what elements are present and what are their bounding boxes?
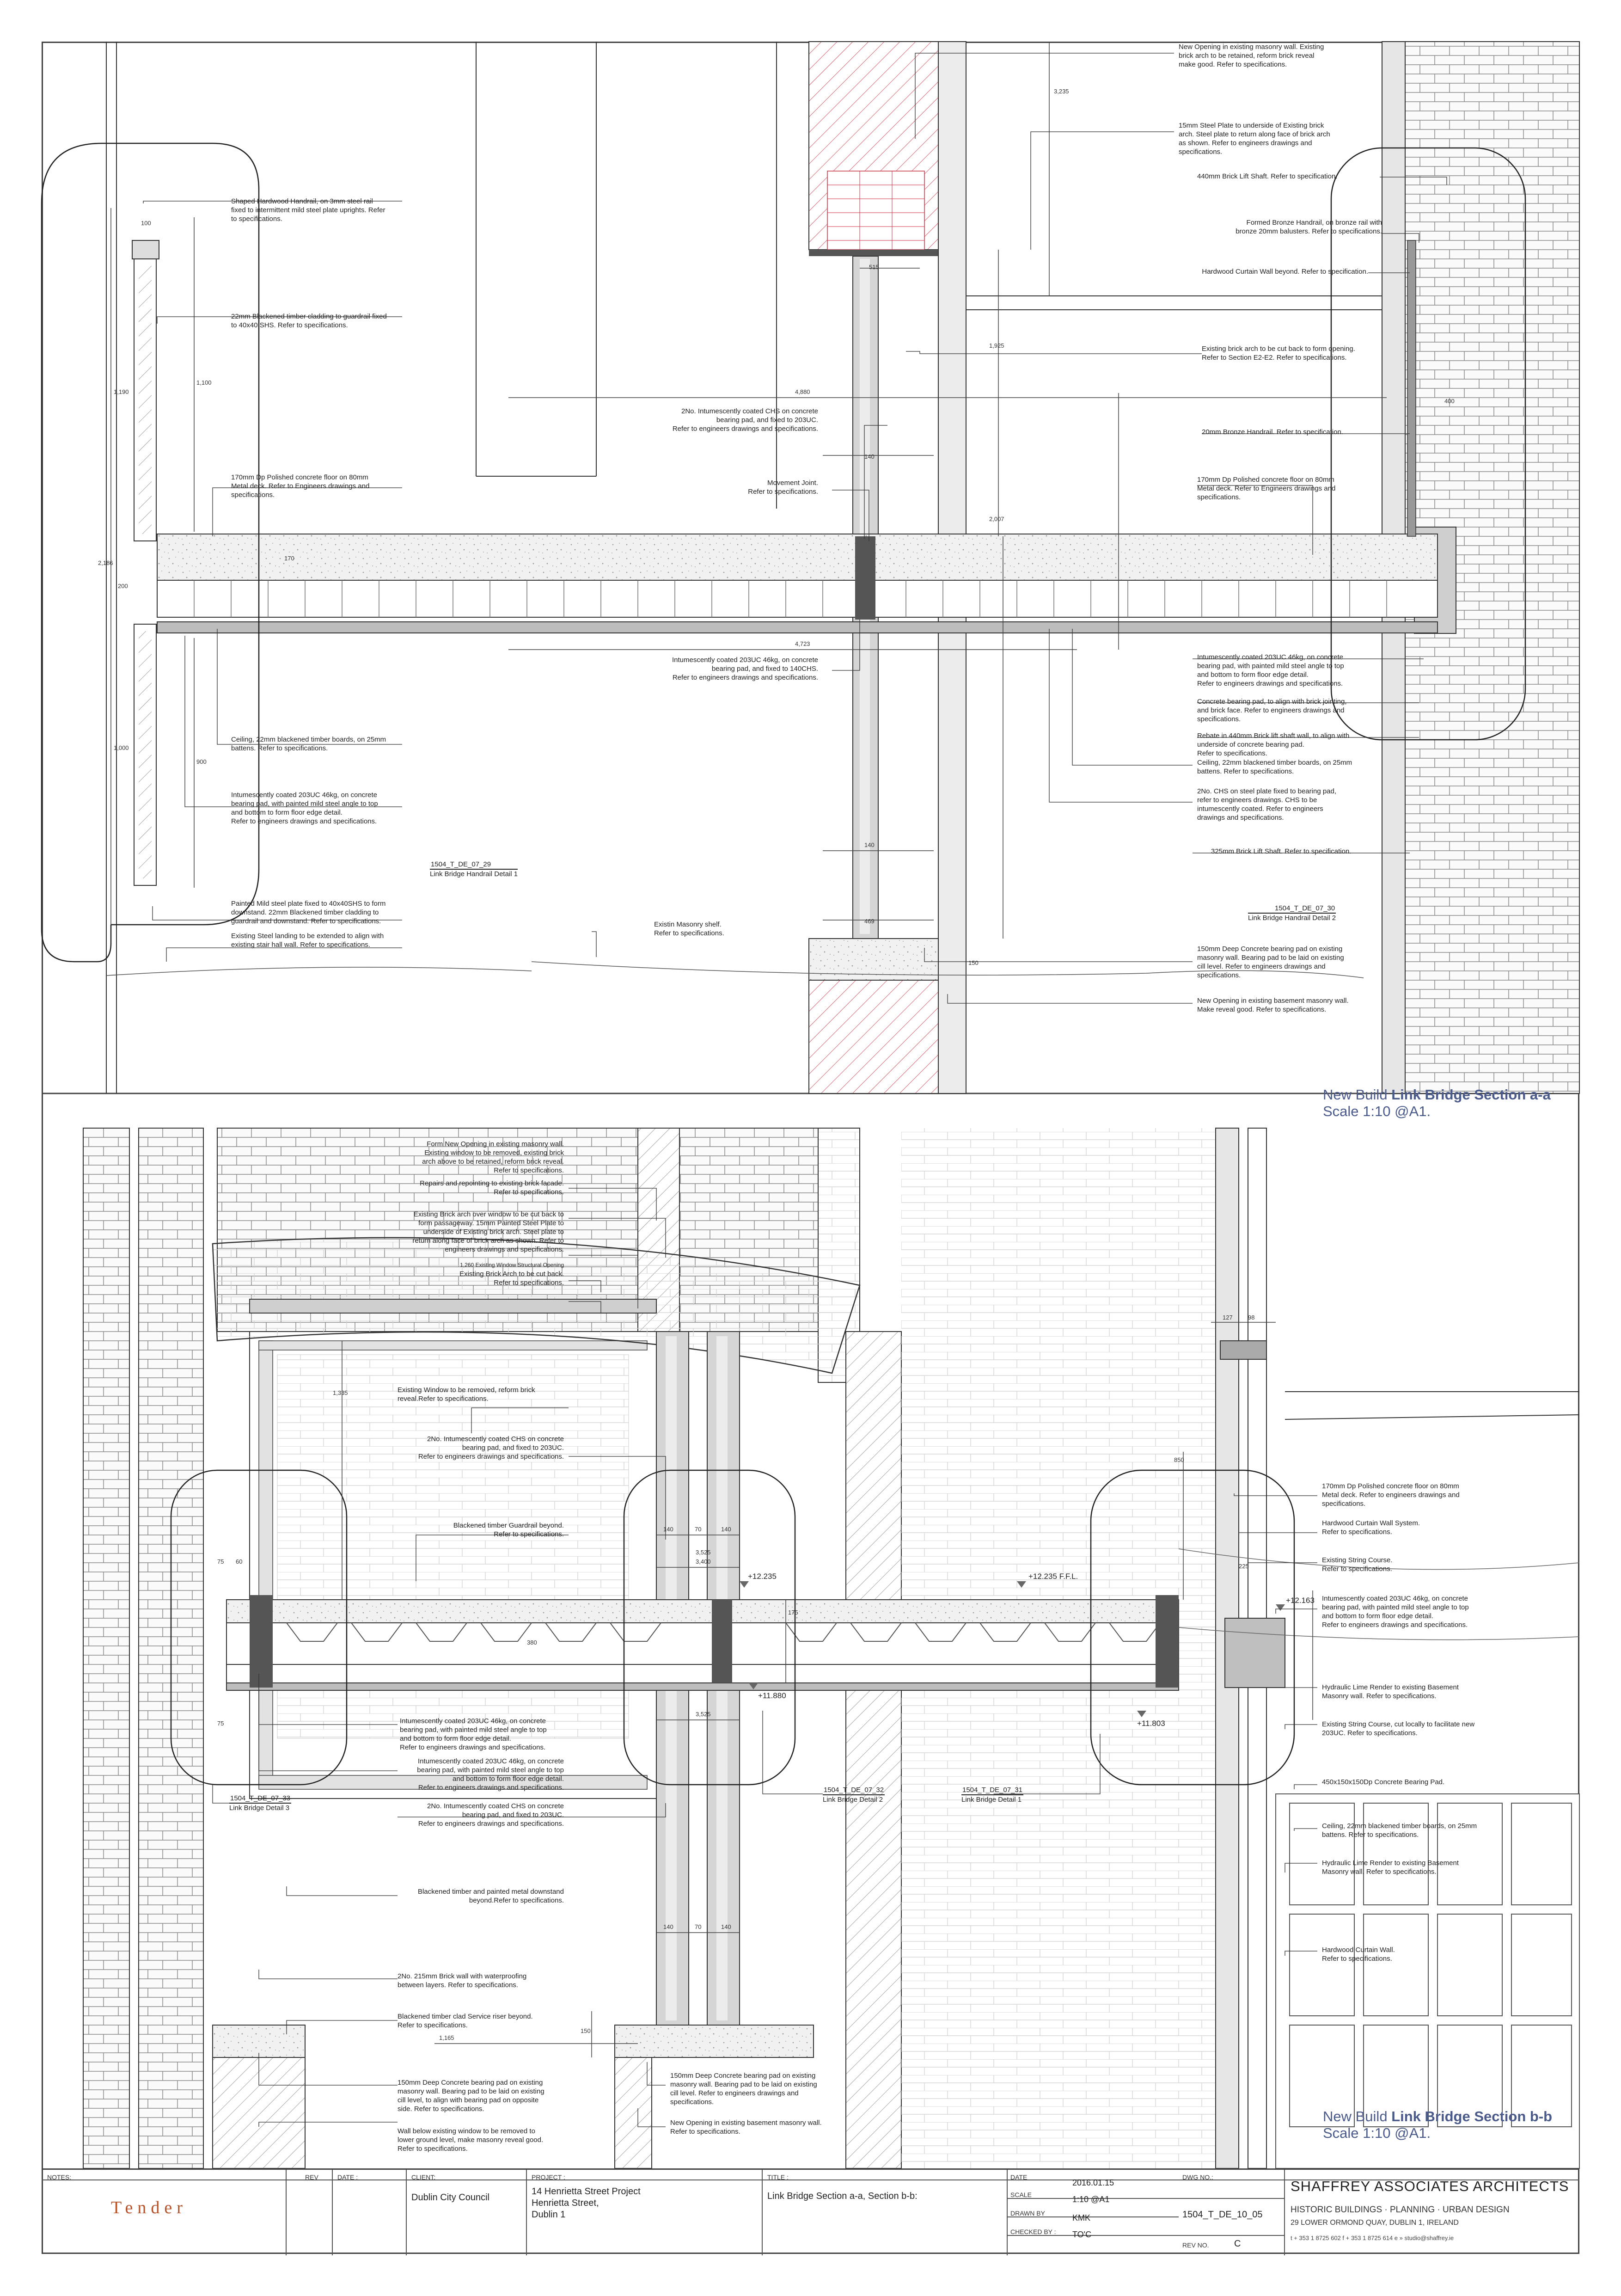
tb-firm-contact: t + 353 1 8725 602 f + 353 1 8725 614 e » studio@shaffrey.ie: [1291, 2235, 1454, 2241]
note-service-riser: Blackened timber clad Service riser beyond. Refer to specifications.: [398, 2013, 533, 2029]
detail-ref-32-code: 1504_T_DE_07_32: [823, 1786, 885, 1795]
level-11803: +11.803: [1137, 1719, 1165, 1728]
tb-title-cell: [763, 2170, 1008, 2255]
detail-ref-29[interactable]: [430, 860, 518, 878]
note-bearing-pad-b-left: 150mm Deep Concrete bearing pad on existing masonry wall. Bearing pad to be laid on existing cill level, to align with bearing pad on opposite side. Refer to specifications.: [398, 2079, 544, 2113]
dim-b-10: 140: [721, 1923, 731, 1930]
level-11880: +11.880: [758, 1691, 786, 1700]
dim-a-3: 140: [864, 453, 875, 460]
tb-firm: SHAFFREY ASSOCIATES ARCHITECTS: [1291, 2178, 1569, 2194]
dim-b-3: 70: [695, 1526, 702, 1533]
note-basement-opening-b: New Opening in existing basement masonry wall. Refer to specifications.: [670, 2119, 822, 2136]
note-steel-plate: 15mm Steel Plate to underside of Existing brick arch. Steel plate to return along face of brick arch as shown. Refer to engineers drawings and specifications.: [1179, 122, 1330, 156]
tb-drawn-by: KMK: [1072, 2213, 1091, 2222]
note-timber-cladding: 22mm Blackened timber cladding to guardrail fixed to 40x40 SHS. Refer to specifications.: [231, 313, 387, 329]
bridge-beam-zone: [157, 580, 1437, 617]
dim-b-16: 75: [217, 1558, 224, 1565]
note-203uc-b-right: Intumescently coated 203UC 46kg, on concrete bearing pad, with painted mild steel angle to top and bottom to form floor edge detail. Refer to engineers drawings and specifications.: [1322, 1595, 1469, 1629]
dim-b-11: 150: [581, 2027, 591, 2034]
note-wall-below-window: Wall below existing window to be removed to lower ground level, make masonry reveal good. Refer to specifications.: [398, 2127, 544, 2153]
dim-b-8: 140: [663, 1923, 673, 1930]
leaders-a: [143, 53, 1447, 1003]
dim-a-19: 170: [284, 555, 294, 562]
note-203uc-a-left: Intumescently coated 203UC 46kg, on concrete bearing pad, with painted mild steel angle to top and bottom to form floor edge detail. Refer to engineers drawings and specifications.: [231, 791, 378, 825]
tb-dwg-no: 1504_T_DE_10_05: [1182, 2210, 1263, 2220]
note-ceiling-a-right: Ceiling, 22mm blackened timber boards, on 25mm battens. Refer to specifications.: [1197, 759, 1352, 775]
section-a-scale: Scale 1:10 @A1.: [1323, 1103, 1431, 1119]
tb-project-cell: [527, 2170, 763, 2255]
note-string-course: Existing String Course. Refer to specifications.: [1322, 1556, 1393, 1573]
note-brick-lift-shaft-325: 325mm Brick Lift Shaft. Refer to specification.: [1211, 847, 1352, 855]
note-new-opening: New Opening in existing masonry wall. Existing brick arch to be retained, reform brick reveal make good. Refer to specifications.: [1179, 43, 1324, 68]
dim-b-6: 3,400: [696, 1558, 711, 1565]
tb-dwg-cell: [1179, 2170, 1285, 2255]
tb-title-label: TITLE :: [767, 2173, 789, 2181]
dim-b-18: 175: [788, 1609, 798, 1616]
note-ceiling-a-left: Ceiling, 22mm blackened timber boards, on 25mm battens. Refer to specifications.: [231, 736, 386, 752]
masonry-wall-hatched: [846, 1332, 901, 2168]
note-20mm-handrail: 20mm Bronze Handrail. Refer to specification.: [1202, 428, 1343, 436]
tb-rev-cell: [287, 2170, 333, 2255]
tb-checked-by: TO'C: [1072, 2230, 1092, 2239]
tb-project-label: PROJECT :: [532, 2173, 565, 2181]
note-concrete-bearing-pad: 450x150x150Dp Concrete Bearing Pad.: [1322, 1778, 1445, 1786]
note-203uc-a-right: Intumescently coated 203UC 46kg, on concrete bearing pad, with painted mild steel angle to top and bottom to form floor edge detail. Refer to engineers drawings and specifications.: [1197, 653, 1344, 688]
note-bronze-handrail: Formed Bronze Handrail, on bronze rail with bronze 20mm balusters. Refer to specifications.: [1236, 219, 1382, 235]
section-b-title-bold: Link Bridge Section b-b: [1391, 2108, 1553, 2124]
pier-brick-panel: [827, 171, 924, 250]
string-course: [1220, 1341, 1266, 1359]
bridge-ceiling: [157, 622, 1437, 633]
level-12163: +12.163: [1286, 1596, 1315, 1605]
dim-b-20: 75: [217, 1720, 224, 1727]
tb-date-label: DATE :: [337, 2173, 358, 2181]
detail-ref-29-code: 1504_T_DE_07_29: [430, 860, 518, 870]
note-2no-chs-b-upper: 2No. Intumescently coated CHS on concrete bearing pad, and fixed to 203UC. Refer to engineers drawings and specifications.: [418, 1435, 564, 1461]
dim-b-5: 3,525: [696, 1549, 711, 1556]
dim-b-2: 140: [663, 1526, 673, 1533]
dim-a-15: 515: [869, 264, 879, 270]
level-12235-ffl: +12.235 F.F.L.: [1028, 1572, 1078, 1581]
note-chs-a: 2No. CHS on steel plate fixed to bearing pad, refer to engineers drawings. CHS to be intumescently coated. Refer to engineers drawings and specifications.: [1197, 787, 1337, 822]
section-b-scale: Scale 1:10 @A1.: [1323, 2125, 1431, 2141]
steel-edge-left: [250, 1595, 273, 1688]
note-floor-a-right: 170mm Dp Polished concrete floor on 80mm Metal deck. Refer to Engineers drawings and specifications.: [1197, 476, 1336, 501]
note-2no-chs-a: 2No. Intumescently coated CHS on concrete bearing pad, and fixed to 203UC. Refer to engineers drawings and specifications.: [672, 407, 818, 433]
note-bearing-pad-b-centre: 150mm Deep Concrete bearing pad on existing masonry wall. Bearing pad to be laid on existing cill level. Refer to engineers drawings and specifications.: [670, 2072, 817, 2106]
tb-date: 2016.01.15: [1072, 2178, 1114, 2187]
dim-a-16: 100: [141, 220, 151, 227]
movement-joint-steel: [855, 536, 875, 620]
tb-date-k: DATE: [1010, 2173, 1028, 2181]
dim-a-6: 140: [864, 841, 875, 848]
dim-b-15: 225: [1239, 1563, 1249, 1570]
note-curtain-wall-beyond: Hardwood Curtain Wall beyond. Refer to specification.: [1202, 268, 1368, 276]
note-203uc-a-centre: Intumescently coated 203UC 46kg, on concrete bearing pad, and fixed to 140CHS. Refer to engineers drawings and specifications.: [672, 656, 818, 681]
note-steel-landing: Existing Steel landing to be extended to align with existing stair hall wall. Refer to specifications.: [231, 932, 384, 949]
ceiling-b: [226, 1683, 1179, 1690]
tb-project-line2: Henrietta Street,: [532, 2198, 599, 2208]
dim-a-5: 4,723: [795, 640, 810, 647]
dim-b-19: 380: [527, 1639, 537, 1646]
tb-revno-k: REV NO.: [1182, 2241, 1209, 2249]
tb-scale-k: SCALE: [1010, 2191, 1032, 2198]
note-movement-joint: Movement Joint. Refer to specifications.: [748, 479, 818, 496]
note-window-removed: Existing Window to be removed, reform brick reveal.Refer to specifications.: [398, 1386, 535, 1403]
steel-joint-b: [712, 1600, 732, 1683]
dim-b-14: 98: [1248, 1314, 1255, 1321]
note-hardwood-handrail: Shaped Hardwood Handrail, on 3mm steel rail fixed to intermittent mild steel plate uprights. Refer to specifications.: [231, 197, 385, 223]
bearing-pad-b-left: [213, 2025, 305, 2057]
dim-a-12: 1,000: [114, 744, 129, 751]
detail-ref-30-code: 1504_T_DE_07_30: [1248, 904, 1336, 914]
dim-a-8: 150: [968, 959, 979, 966]
detail-ref-31[interactable]: [961, 1786, 1023, 1804]
level-12235-a: +12.235: [748, 1572, 777, 1581]
section-b-title-prefix: New Build: [1323, 2108, 1392, 2124]
note-curtain-wall: Hardwood Curtain Wall. Refer to specifications.: [1322, 1946, 1395, 1963]
note-brick-lift-shaft-440: 440mm Brick Lift Shaft. Refer to specification.: [1197, 172, 1338, 180]
note-2no-chs-b-lower: 2No. Intumescently coated CHS on concrete bearing pad, and fixed to 203UC. Refer to engineers drawings and specifications.: [418, 1802, 564, 1828]
note-lime-render-2: Hydraulic Lime Render to existing Basement Masonry wall. Refer to specifications.: [1322, 1859, 1459, 1876]
dim-a-1: 3,235: [1054, 88, 1069, 95]
note-floor-a-left: 170mm Dp Polished concrete floor on 80mm Metal deck. Refer to Engineers drawings and specifications.: [231, 473, 370, 499]
dim-a-13: 900: [196, 758, 207, 765]
bronze-handrail: [1407, 240, 1416, 536]
section-a-title-prefix: New Build: [1323, 1087, 1392, 1103]
dim-b-1: 1,335: [333, 1389, 348, 1396]
dim-a-14: 2,186: [98, 559, 113, 566]
note-downstand-beyond: Blackened timber and painted metal downstand beyond.Refer to specifications.: [417, 1888, 564, 1904]
tb-notes-label: NOTES:: [47, 2173, 72, 2181]
tb-firm-address: 29 LOWER ORMOND QUAY, DUBLIN 1, IRELAND: [1291, 2219, 1459, 2227]
detail-ref-31-name: Link Bridge Detail 1: [961, 1796, 1022, 1804]
tb-project-line1: 14 Henrietta Street Project: [532, 2186, 641, 2197]
dim-b-9: 70: [695, 1923, 702, 1930]
tb-project-line3: Dublin 1: [532, 2210, 566, 2220]
detail-ref-31-code: 1504_T_DE_07_31: [961, 1786, 1023, 1795]
tb-firm-services: HISTORIC BUILDINGS · PLANNING · URBAN DESIGN: [1291, 2205, 1510, 2215]
note-203uc-b-1: Intumescently coated 203UC 46kg, on concrete bearing pad, with painted mild steel angle to top and bottom to form floor edge detail. Refer to engineers drawings and specifications.: [400, 1717, 547, 1751]
dim-a-10: 1,190: [114, 388, 129, 395]
dim-a-7: 469: [864, 918, 875, 925]
dim-b-13: 127: [1223, 1314, 1233, 1321]
bridge-slab-b: [226, 1600, 1179, 1623]
dim-b-4: 140: [721, 1526, 731, 1533]
section-b-title: [1323, 2108, 1552, 2142]
tb-scale: 1:10 @A1: [1072, 2195, 1110, 2204]
tb-title: Link Bridge Section a-a, Section b-b:: [767, 2191, 918, 2201]
note-guardrail-beyond: Blackened timber Guardrail beyond. Refer to specifications.: [453, 1522, 564, 1538]
tb-drawn-k: DRAWN BY: [1010, 2210, 1045, 2217]
note-form-new-opening: Form New Opening in existing masonry wall. Existing window to be removed, existing brick arch above to be retained, reform brick reveal. Refer to specifications.: [422, 1140, 564, 1174]
note-arch-cut-back: Existing Brick Arch to be cut back. Refer to specifications.: [459, 1270, 564, 1287]
note-repairs-repointing: Repairs and repointing to existing brick facade. Refer to specifications.: [420, 1179, 564, 1196]
detail-bubble-29: [42, 143, 111, 962]
tb-status: Tender: [111, 2198, 187, 2217]
tb-dwg-k: DWG NO.:: [1182, 2173, 1213, 2181]
note-curtain-wall-system: Hardwood Curtain Wall System. Refer to specifications.: [1322, 1519, 1420, 1536]
note-bearing-pad-a: 150mm Deep Concrete bearing pad on existing masonry wall. Bearing pad to be laid on existing cill level. Refer to engineers drawings and specifications.: [1197, 945, 1344, 979]
tb-client: Dublin City Council: [411, 2192, 489, 2203]
note-string-course-cut: Existing String Course, cut locally to facilitate new 203UC. Refer to specifications.: [1322, 1720, 1475, 1737]
dim-a-17: 400: [1444, 398, 1455, 405]
detail-ref-29-name: Link Bridge Handrail Detail 1: [430, 870, 518, 878]
note-masonry-shelf: Existin Masonry shelf. Refer to specifications.: [654, 921, 724, 937]
note-lime-render-1: Hydraulic Lime Render to existing Basement Masonry wall. Refer to specifications.: [1322, 1683, 1459, 1700]
note-203uc-b-2: Intumescently coated 203UC 46kg, on concrete bearing pad, with painted mild steel angle to top and bottom to form floor edge detail. Refer to engineers drawings and specifications.: [417, 1757, 564, 1792]
dim-b-17: 60: [236, 1558, 243, 1565]
bearing-pad-b-right: [1225, 1618, 1285, 1688]
tb-rev-no: C: [1234, 2239, 1241, 2249]
dim-b-21: 850: [1174, 1456, 1184, 1463]
note-brick-arch-cut-b: Existing Brick arch over window to be cut back to form passageway. 15mm Painted Steel Plate to underside of Existing brick arch. Steel plate to return along face of brick arch as shown. Refer to engineers drawings and specifications.: [412, 1210, 564, 1253]
brick-wall-left-outer: [83, 1128, 129, 2168]
tb-checked-k: CHECKED BY :: [1010, 2228, 1056, 2235]
steel-edge-right: [1156, 1595, 1179, 1688]
tb-firm-cell: [1285, 2170, 1579, 2255]
section-a-title-bold: Link Bridge Section a-a: [1391, 1087, 1551, 1103]
note-window-structural-opening: 1,260 Existing Window Structural Opening: [460, 1262, 564, 1268]
hardwood-handrail: [132, 240, 159, 259]
detail-ref-33[interactable]: [229, 1794, 291, 1812]
note-downstand: Painted Mild steel plate fixed to 40x40SHS to form downstand. 22mm Blackened timber cladding to guardrail and downstand. Refer to specifications.: [231, 900, 386, 925]
tb-client-cell: [407, 2170, 527, 2255]
dim-b-7: 3,525: [696, 1711, 711, 1718]
note-215mm-brick-wall: 2No. 215mm Brick wall with waterproofing between layers. Refer to specifications.: [398, 1972, 527, 1989]
title-block: [42, 2168, 1579, 2254]
dim-a-18: 200: [118, 583, 128, 589]
tb-date-cell: [333, 2170, 407, 2255]
detail-ref-32-name: Link Bridge Detail 2: [823, 1796, 883, 1804]
dim-a-9: 1,925: [989, 342, 1004, 349]
tb-notes-cell: [42, 2170, 287, 2255]
dim-a-11: 1,100: [196, 379, 212, 386]
note-basement-opening-a: New Opening in existing basement masonry wall. Make reveal good. Refer to specifications.: [1197, 997, 1349, 1013]
dim-a-2: 4,880: [795, 388, 810, 395]
detail-ref-30-name: Link Bridge Handrail Detail 2: [1248, 914, 1336, 922]
bearing-pad-b: [615, 2025, 814, 2057]
note-bearing-pad-jointing: Concrete bearing pad, to align with brick jointing, and brick face. Refer to engineers drawings and specifications.: [1197, 698, 1347, 723]
detail-ref-32[interactable]: [823, 1786, 885, 1804]
note-ceiling-b: Ceiling, 22mm blackened timber boards, on 25mm battens. Refer to specifications.: [1322, 1822, 1477, 1839]
detail-ref-33-name: Link Bridge Detail 3: [229, 1804, 290, 1812]
tb-rev-label: REV: [305, 2173, 318, 2181]
note-floor-b: 170mm Dp Polished concrete floor on 80mm Metal deck. Refer to engineers drawings and specifications.: [1322, 1482, 1460, 1508]
tb-client-label: CLIENT:: [411, 2173, 436, 2181]
bridge-floor-slab: [157, 534, 1437, 580]
section-a-title: [1323, 1087, 1551, 1120]
dim-b-12: 1,165: [439, 2034, 454, 2041]
note-rebate: Rebate in 440mm Brick lift shaft wall, to align with underside of concrete bearing pad. Refer to specifications.: [1197, 732, 1350, 757]
dim-a-4: 2,007: [989, 516, 1004, 522]
note-brick-arch-cut: Existing brick arch to be cut back to form opening. Refer to Section E2-E2. Refer to specifications.: [1202, 345, 1355, 362]
detail-ref-30[interactable]: [1248, 904, 1336, 922]
detail-ref-33-code: 1504_T_DE_07_33: [229, 1794, 291, 1804]
